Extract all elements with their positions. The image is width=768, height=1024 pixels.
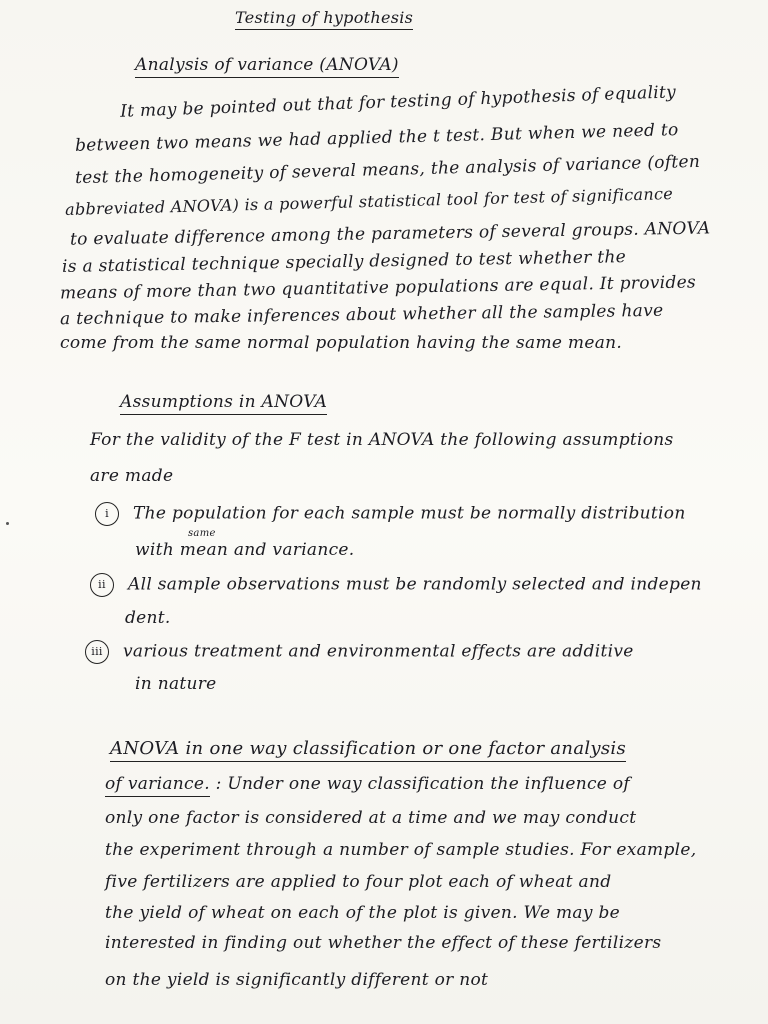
assumption-text: various treatment and environmental effects are additive	[123, 641, 634, 662]
item-number: i	[95, 502, 119, 526]
paragraph-line: means of more than two quantitative populations are equal. It provides	[59, 272, 697, 304]
assumption-text: All sample observations must be randomly selected and indepen	[128, 574, 702, 595]
heading-text: of variance.	[105, 774, 210, 797]
section-heading-assumptions: Assumptions in ANOVA	[120, 392, 327, 415]
item-number: ii	[90, 573, 114, 597]
assumption-text: in nature	[135, 674, 217, 694]
assumption-item-2	[90, 573, 702, 597]
assumption-text: dent.	[125, 608, 171, 628]
section-heading-anova: Analysis of variance (ANOVA)	[135, 55, 399, 78]
paragraph-line: a technique to make inferences about whether all the samples have	[59, 300, 664, 330]
paragraph-line: to evaluate difference among the parameters of several groups. ANOVA	[69, 218, 711, 250]
paragraph-line: between two means we had applied the t test. But when we need to	[74, 120, 679, 156]
paragraph-line: five fertilizers are applied to four plot each of wheat and	[105, 872, 612, 892]
assumptions-intro: are made	[90, 466, 174, 486]
page-title: Testing of hypothesis	[235, 8, 413, 30]
heading-text: ANOVA in one way classification or one factor analysis	[110, 738, 626, 762]
paragraph-line: interested in finding out whether the effect of these fertilizers	[105, 933, 662, 953]
assumption-text	[135, 540, 355, 560]
paragraph-line: the yield of wheat on each of the plot is given. We may be	[105, 903, 621, 923]
assumption-item-1	[95, 502, 686, 526]
paper-mark	[6, 522, 9, 525]
paragraph-line: the experiment through a number of sample studies. For example,	[105, 840, 697, 860]
paragraph-line: It may be pointed out that for testing of hypothesis of equality	[119, 82, 677, 122]
paragraph-line: test the homogeneity of several means, the analysis of variance (often	[74, 151, 701, 189]
paragraph-line: come from the same normal population having the same mean.	[60, 333, 623, 353]
paragraph-line: only one factor is considered at a time and we may conduct	[105, 808, 637, 828]
assumption-item-3	[85, 640, 634, 664]
assumption-text: mean and variance.	[179, 540, 355, 560]
assumption-text: with	[135, 540, 174, 560]
inserted-word: same	[188, 528, 216, 539]
assumptions-intro: For the validity of the F test in ANOVA the following assumptions	[90, 430, 674, 450]
paragraph-text: : Under one way classification the influence of	[215, 774, 630, 794]
item-number: iii	[85, 640, 109, 664]
assumption-text: The population for each sample must be normally distribution	[133, 503, 686, 524]
section-heading-one-way	[110, 738, 626, 759]
paragraph-line: is a statistical technique specially designed to test whether the	[61, 247, 627, 277]
paragraph-line	[105, 774, 630, 794]
paragraph-line: abbreviated ANOVA) is a powerful statistical tool for test of significance	[64, 184, 674, 219]
paragraph-line: on the yield is significantly different or not	[105, 970, 489, 990]
